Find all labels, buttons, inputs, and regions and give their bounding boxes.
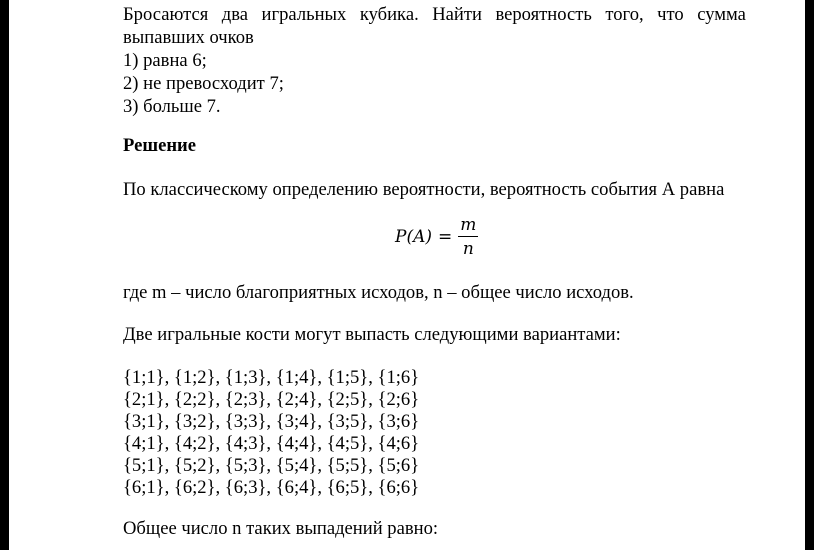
formula-numerator: m xyxy=(460,214,477,235)
solution-heading: Решение xyxy=(123,135,196,156)
variants-row: {3;1}, {3;2}, {3;3}, {3;4}, {3;5}, {3;6} xyxy=(123,411,420,432)
formula-denominator: n xyxy=(462,238,474,259)
right-border xyxy=(805,0,814,550)
total-text: Общее число n таких выпадений равно: xyxy=(123,518,439,539)
problem-word: Бросаются xyxy=(123,4,209,25)
variants-row: {2;1}, {2;2}, {2;3}, {2;4}, {2;5}, {2;6} xyxy=(123,389,420,410)
variants-row: {6;1}, {6;2}, {6;3}, {6;4}, {6;5}, {6;6} xyxy=(123,477,420,498)
formula-lhs: P(A) xyxy=(395,227,432,247)
problem-word: сумма xyxy=(697,4,746,25)
problem-word: кубика. xyxy=(359,4,419,25)
probability-formula xyxy=(395,212,478,262)
left-border xyxy=(0,0,9,550)
problem-item-2: 2) не превосходит 7; xyxy=(123,73,284,94)
variants-row: {5;1}, {5;2}, {5;3}, {5;4}, {5;5}, {5;6} xyxy=(123,455,420,476)
problem-word: два xyxy=(221,4,249,25)
problem-line-1 xyxy=(123,4,746,26)
problem-line-2: выпавших очков xyxy=(123,27,254,48)
formula-fraction xyxy=(458,214,478,261)
problem-word: того, xyxy=(605,4,644,25)
where-text: где m – число благоприятных исходов, n – общее число исходов. xyxy=(123,282,634,303)
problem-item-1: 1) равна 6; xyxy=(123,50,207,71)
solution-intro: По классическому определению вероятности, вероятность события А равна xyxy=(123,179,725,200)
problem-word: что xyxy=(657,4,684,25)
variants-intro: Две игральные кости могут выпасть следующими вариантами: xyxy=(123,324,621,345)
problem-item-3: 3) больше 7. xyxy=(123,96,221,117)
formula-equals: = xyxy=(437,227,453,247)
problem-word: Найти xyxy=(432,4,482,25)
variants-row: {1;1}, {1;2}, {1;3}, {1;4}, {1;5}, {1;6} xyxy=(123,367,420,388)
problem-word: игральных xyxy=(261,4,347,25)
variants-row: {4;1}, {4;2}, {4;3}, {4;4}, {4;5}, {4;6} xyxy=(123,433,420,454)
problem-word: вероятность xyxy=(495,4,592,25)
